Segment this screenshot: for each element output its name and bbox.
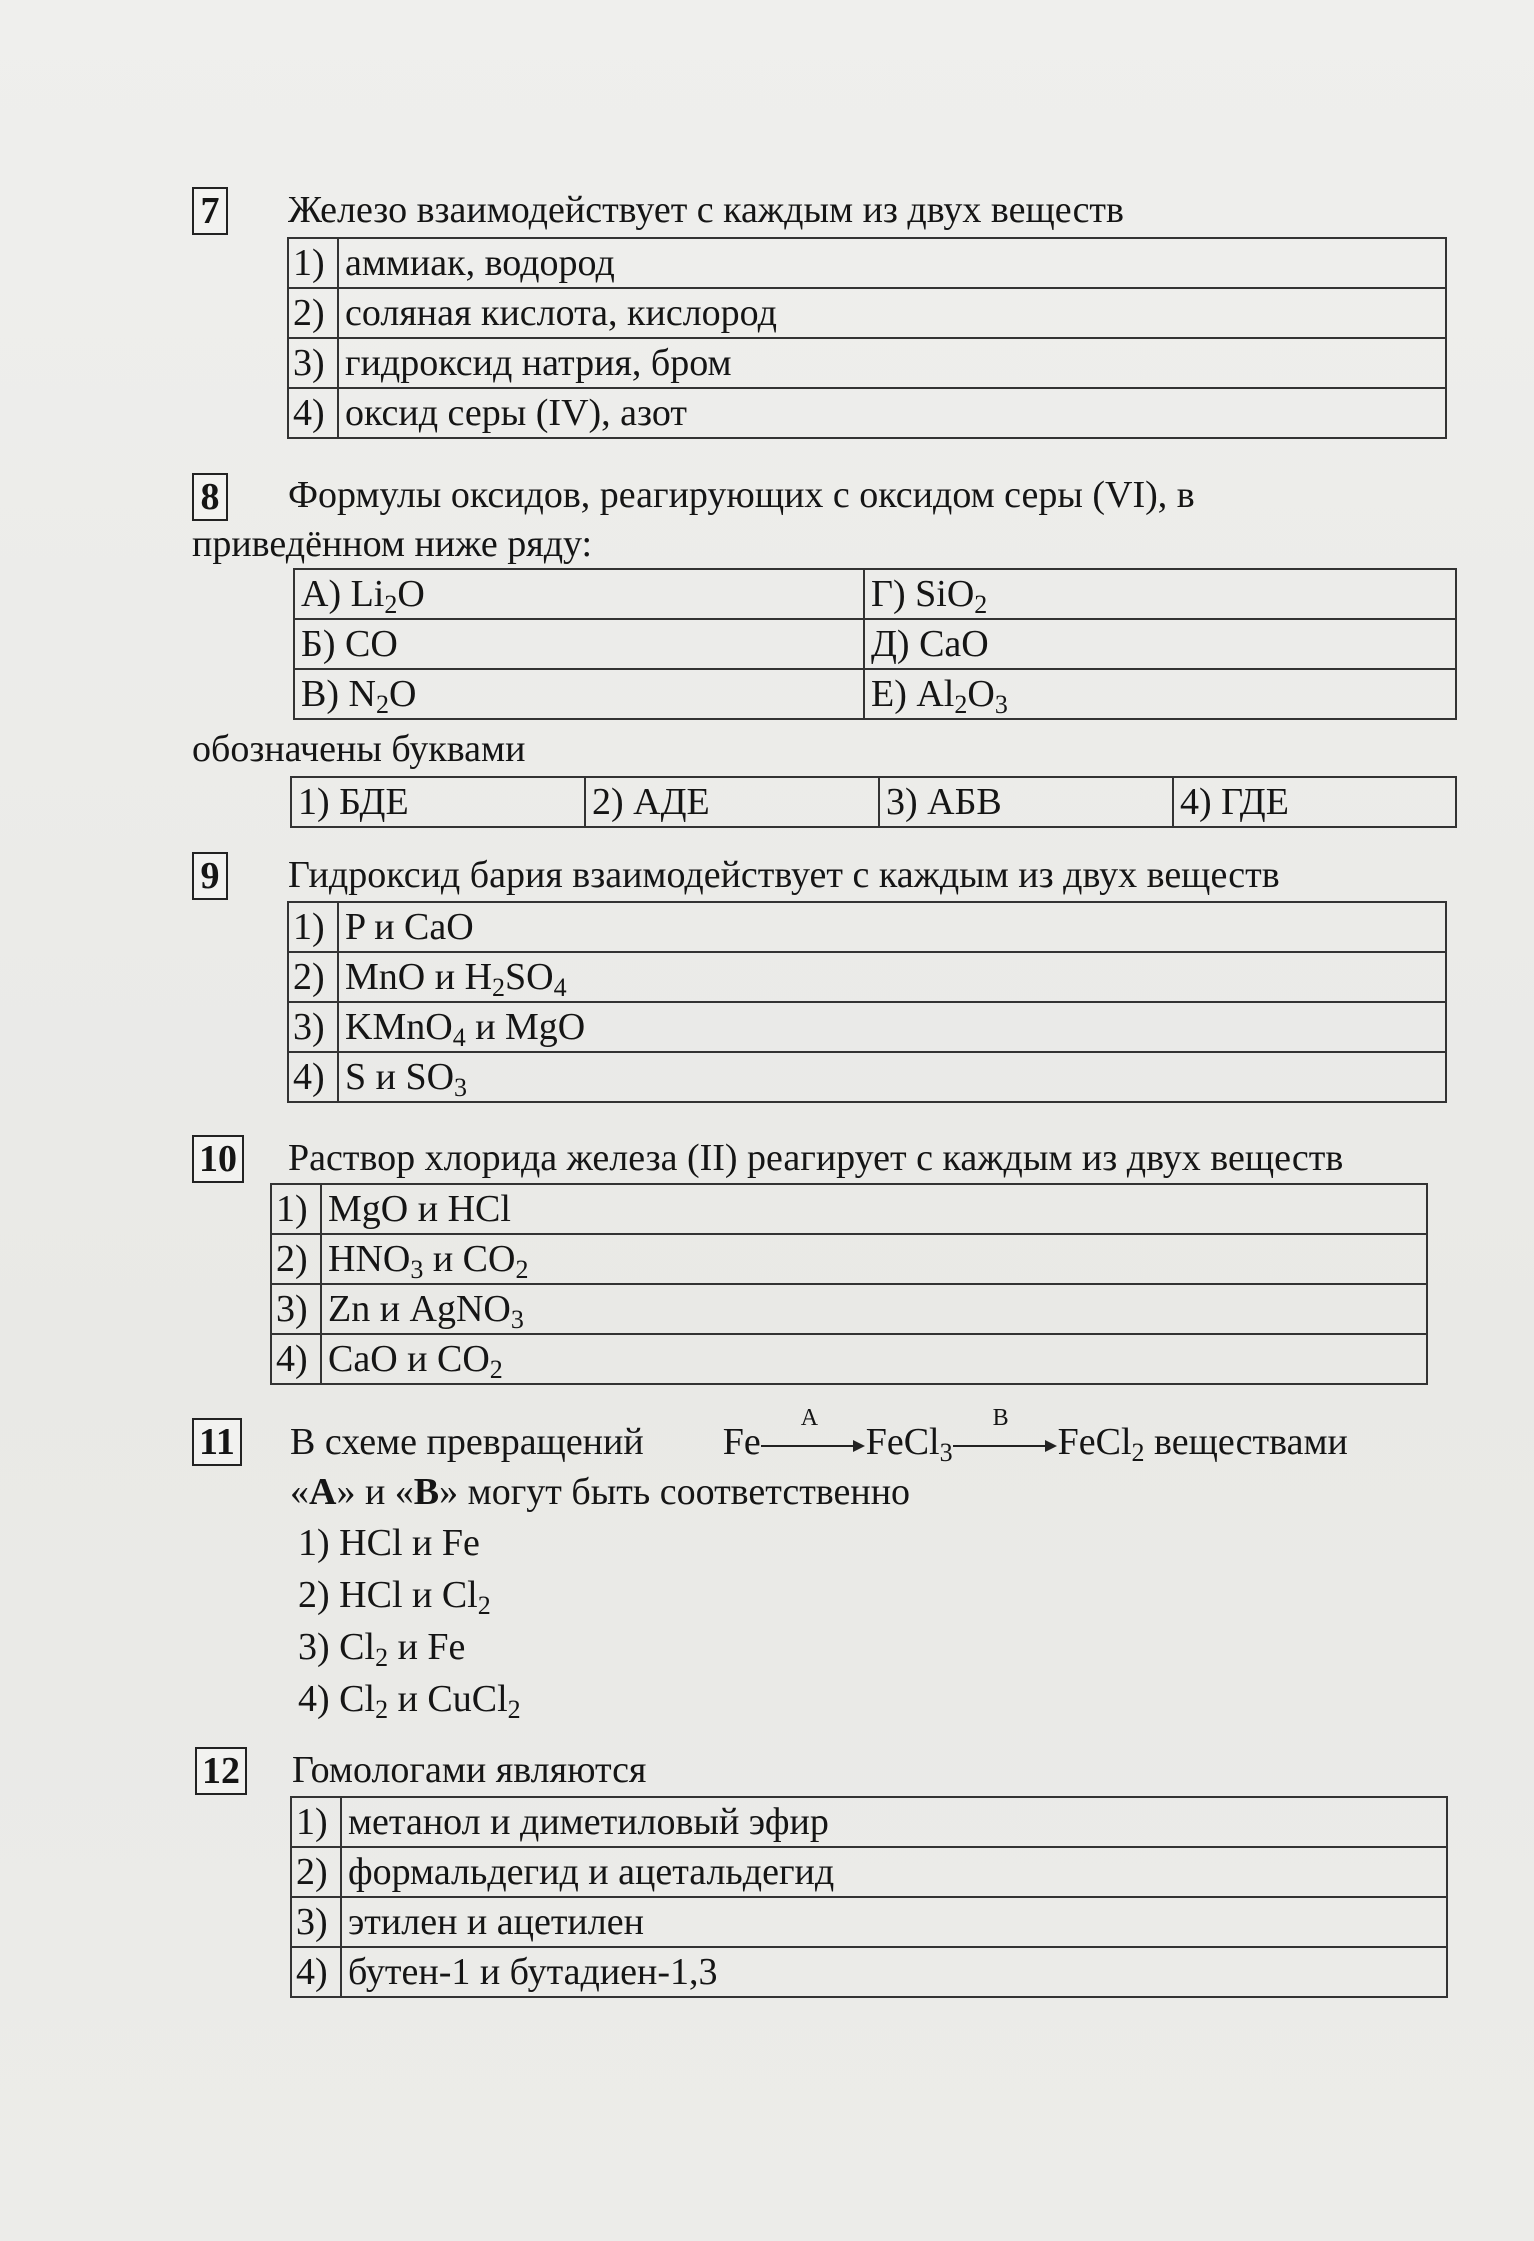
question-8-text-line2: приведённом ниже ряду:: [192, 523, 593, 565]
option-number: 2): [291, 1847, 341, 1897]
answer-option[interactable]: 4) ГДЕ: [1173, 777, 1456, 827]
option-number: 3): [271, 1284, 321, 1334]
question-10-number: 10: [192, 1135, 244, 1183]
option-text: гидроксид натрия, бром: [338, 338, 1446, 388]
question-8-text-line3: обозначены буквами: [192, 728, 526, 770]
option-number: 3): [291, 1897, 341, 1947]
question-11-option-4[interactable]: 4) $Cl_2$ и CuCl$_2$: [298, 1678, 521, 1724]
option-row[interactable]: [271, 1284, 1427, 1334]
option-text: $HNO_3$ и $CO_2$: [321, 1234, 1427, 1284]
option-row[interactable]: [288, 1002, 1446, 1052]
option-text: соляная кислота, кислород: [338, 288, 1446, 338]
question-12-number: 12: [195, 1747, 247, 1795]
formula-fe: Fe: [722, 1421, 761, 1463]
question-7-options: [287, 237, 1447, 439]
question-8-number: 8: [192, 473, 228, 521]
option-text: Zn и AgNO$_3$: [321, 1284, 1427, 1334]
question-11-option-1[interactable]: 1) HCl и Fe: [298, 1522, 480, 1564]
question-7-number: 7: [192, 187, 228, 235]
option-number: 3): [288, 338, 338, 388]
formula-fecl3: FeCl$_3$: [865, 1421, 953, 1467]
option-text: этилен и ацетилен: [341, 1897, 1447, 1947]
arrow-b-icon: B: [953, 1435, 1058, 1455]
option-text: бутен-1 и бутадиен-1,3: [341, 1947, 1447, 1997]
question-7-text: Железо взаимодействует с каждым из двух веществ: [288, 189, 1124, 231]
question-9-number: 9: [192, 852, 228, 900]
question-9-text: Гидроксид бария взаимодействует с каждым из двух веществ: [288, 854, 1280, 896]
oxide-a: А) $Li_2O$: [294, 569, 864, 619]
oxide-v: В) $N_2O$: [294, 669, 864, 719]
question-8-oxides-table: [293, 568, 1457, 720]
question-11-text-line2: «A» и «B» могут быть соответственно: [290, 1471, 911, 1513]
answer-option[interactable]: 3) АБВ: [879, 777, 1173, 827]
option-row[interactable]: [288, 338, 1446, 388]
question-11-number: 11: [192, 1418, 242, 1466]
oxide-e: Е) $Al_2O_3$: [864, 669, 1456, 719]
option-text: KMnO$_4$ и MgO: [338, 1002, 1446, 1052]
option-number: 4): [271, 1334, 321, 1384]
option-text: MnO и $H_2SO_4$: [338, 952, 1446, 1002]
option-row[interactable]: [288, 238, 1446, 288]
oxide-d: Д) CaO: [864, 619, 1456, 669]
option-number: 4): [288, 1052, 338, 1102]
option-number: 1): [288, 238, 338, 288]
option-row[interactable]: [271, 1234, 1427, 1284]
question-10-options: [270, 1183, 1428, 1385]
question-11-option-2[interactable]: 2) HCl и $Cl_2$: [298, 1574, 491, 1620]
option-number: 3): [288, 1002, 338, 1052]
arrow-a-icon: A: [761, 1435, 866, 1455]
option-number: 2): [288, 288, 338, 338]
question-12-options: [290, 1796, 1448, 1998]
option-text: MgO и HCl: [321, 1184, 1427, 1234]
formula-fecl2: FeCl$_2$: [1057, 1421, 1145, 1467]
option-text: P и CaO: [338, 902, 1446, 952]
option-text: CaO и $CO_2$: [321, 1334, 1427, 1384]
option-text: метанол и диметиловый эфир: [341, 1797, 1447, 1847]
option-row[interactable]: [291, 1947, 1447, 1997]
option-text: оксид серы (IV), азот: [338, 388, 1446, 438]
option-text: аммиак, водород: [338, 238, 1446, 288]
option-row[interactable]: [291, 1897, 1447, 1947]
option-text: формальдегид и ацетальдегид: [341, 1847, 1447, 1897]
option-row[interactable]: [271, 1334, 1427, 1384]
answer-option[interactable]: 1) БДЕ: [291, 777, 585, 827]
option-number: 2): [288, 952, 338, 1002]
option-row[interactable]: [288, 1052, 1446, 1102]
oxide-b: Б) CO: [294, 619, 864, 669]
oxide-g: Г) SiO$_2$: [864, 569, 1456, 619]
option-row[interactable]: [271, 1184, 1427, 1234]
option-row[interactable]: [291, 1797, 1447, 1847]
option-number: 4): [291, 1947, 341, 1997]
option-row[interactable]: [288, 902, 1446, 952]
option-text: S и $SO_3$: [338, 1052, 1446, 1102]
question-8-answers: [290, 776, 1457, 828]
question-9-options: [287, 901, 1447, 1103]
option-row[interactable]: [288, 288, 1446, 338]
question-12-text: Гомологами являются: [292, 1749, 647, 1791]
option-row[interactable]: [288, 388, 1446, 438]
answer-option[interactable]: 2) АДЕ: [585, 777, 879, 827]
question-8-text-line1: Формулы оксидов, реагирующих с оксидом серы (VI), в: [288, 474, 1195, 516]
option-number: 4): [288, 388, 338, 438]
option-row[interactable]: [288, 952, 1446, 1002]
question-10-text: Раствор хлорида железа (II) реагирует с каждым из двух веществ: [288, 1137, 1344, 1179]
option-row[interactable]: [291, 1847, 1447, 1897]
option-number: 1): [291, 1797, 341, 1847]
option-number: 1): [288, 902, 338, 952]
question-11-option-3[interactable]: 3) $Cl_2$ и Fe: [298, 1626, 466, 1672]
question-11-text-line1: В схеме превращений Fe A FeCl$_3$ B FeCl$_2$ веществами: [290, 1405, 1348, 1467]
option-number: 1): [271, 1184, 321, 1234]
option-number: 2): [271, 1234, 321, 1284]
